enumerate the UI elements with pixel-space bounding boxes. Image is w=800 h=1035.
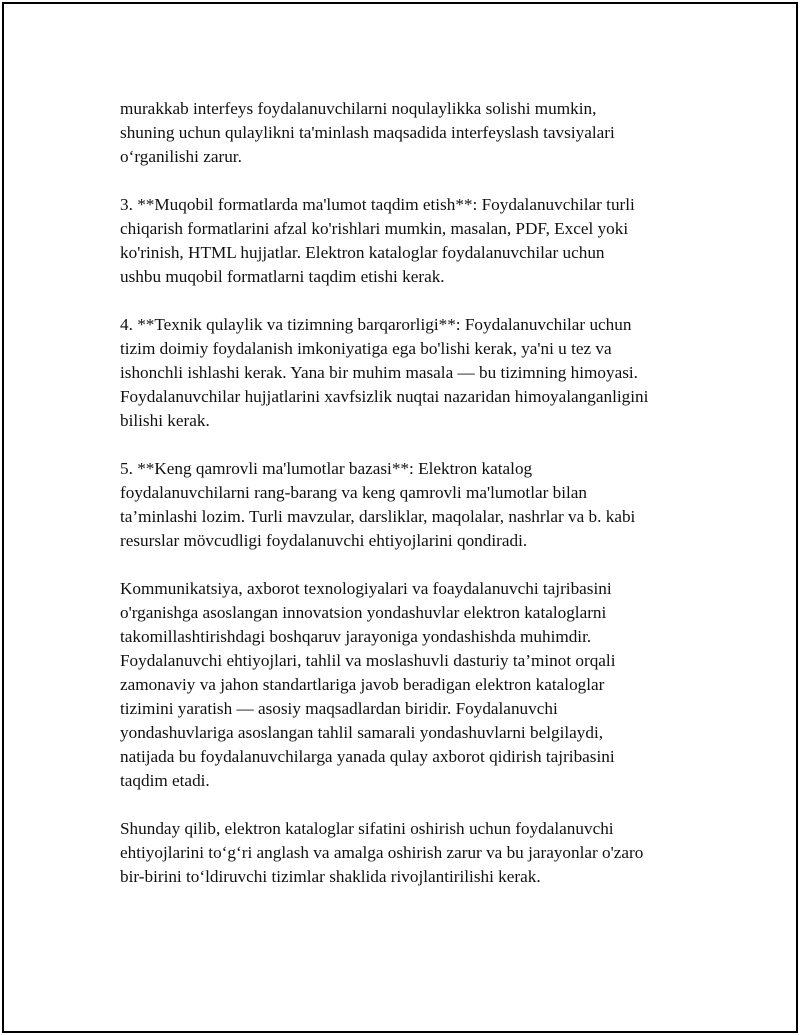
text-line: foydalanuvchilarni rang-barang va keng qamrovli ma'lumotlar bilan: [120, 483, 587, 502]
text-line: 5. **Keng qamrovli ma'lumotlar bazasi**: Elektron katalog: [120, 459, 533, 478]
text-line: ushbu muqobil formatlarni taqdim etishi kerak.: [120, 267, 445, 286]
paragraph-innovations: [120, 577, 700, 793]
text-line: yondashuvlariga asoslangan tahlil samarali yondashuvlarni belgilaydi,: [120, 723, 604, 742]
text-line: tizimini yaratish — asosiy maqsadlardan biridir. Foydalanuvchi: [120, 699, 558, 718]
text-line: ishonchli ishlashi kerak. Yana bir muhim masala — bu tizimning himoyasi.: [120, 363, 638, 382]
text-line: taqdim etadi.: [120, 771, 210, 790]
text-line: ta’minlashi lozim. Turli mavzular, darsliklar, maqolalar, nashrlar va b. kabi: [120, 507, 636, 526]
text-line: zamonaviy va jahon standartlariga javob beradigan elektron kataloglar: [120, 675, 605, 694]
text-line: bir-birini to‘ldiruvchi tizimlar shaklida rivojlantirilishi kerak.: [120, 867, 541, 886]
text-line: Foydalanuvchilar hujjatlarini xavfsizlik nuqtai nazaridan himoyalanganligini: [120, 387, 649, 406]
text-line: Kommunikatsiya, axborot texnologiyalari va foaydalanuvchi tajribasini: [120, 579, 612, 598]
paragraph-conclusion: [120, 817, 700, 889]
text-line: Foydalanuvchi ehtiyojlari, tahlil va moslashuvli dasturiy ta’minot orqali: [120, 651, 616, 670]
text-line: takomillashtirishdagi boshqaruv jarayoniga yondashishda muhimdir.: [120, 627, 592, 646]
paragraph-item-4: [120, 313, 700, 433]
text-line: tizim doimiy foydalanish imkoniyatiga ega bo'lishi kerak, ya'ni u tez va: [120, 339, 612, 358]
text-line: ehtiyojlarini to‘g‘ri anglash va amalga oshirish zarur va bu jarayonlar o'zaro: [120, 843, 644, 862]
text-line: bilishi kerak.: [120, 411, 210, 430]
paragraph-item-5: [120, 457, 700, 553]
text-line: chiqarish formatlarini afzal ko'rishlari mumkin, masalan, PDF, Excel yoki: [120, 219, 629, 238]
text-line: shuning uchun qulaylikni ta'minlash maqsadida interfeyslash tavsiyalari: [120, 123, 615, 142]
text-line: Shunday qilib, elektron kataloglar sifatini oshirish uchun foydalanuvchi: [120, 819, 614, 838]
paragraph-item-3: [120, 193, 700, 289]
document-page: [2, 2, 798, 1033]
text-line: resurslar mövcudligi foydalanuvchi ehtiyojlarini qondiradi.: [120, 531, 528, 550]
text-line: natijada bu foydalanuvchilarga yanada qulay axborot qidirish tajribasini: [120, 747, 615, 766]
text-line: ko'rinish, HTML hujjatlar. Elektron kataloglar foydalanuvchilar uchun: [120, 243, 605, 262]
text-line: 3. **Muqobil formatlarda ma'lumot taqdim etish**: Foydalanuvchilar turli: [120, 195, 635, 214]
text-line: o‘rganilishi zarur.: [120, 147, 242, 166]
text-line: murakkab interfeys foydalanuvchilarni noqulaylikka solishi mumkin,: [120, 99, 597, 118]
paragraph-intro-continuation: [120, 97, 700, 169]
text-line: 4. **Texnik qulaylik va tizimning barqarorligi**: Foydalanuvchilar uchun: [120, 315, 632, 334]
text-line: o'rganishga asoslangan innovatsion yondashuvlar elektron kataloglarni: [120, 603, 607, 622]
document-body: [120, 97, 700, 913]
